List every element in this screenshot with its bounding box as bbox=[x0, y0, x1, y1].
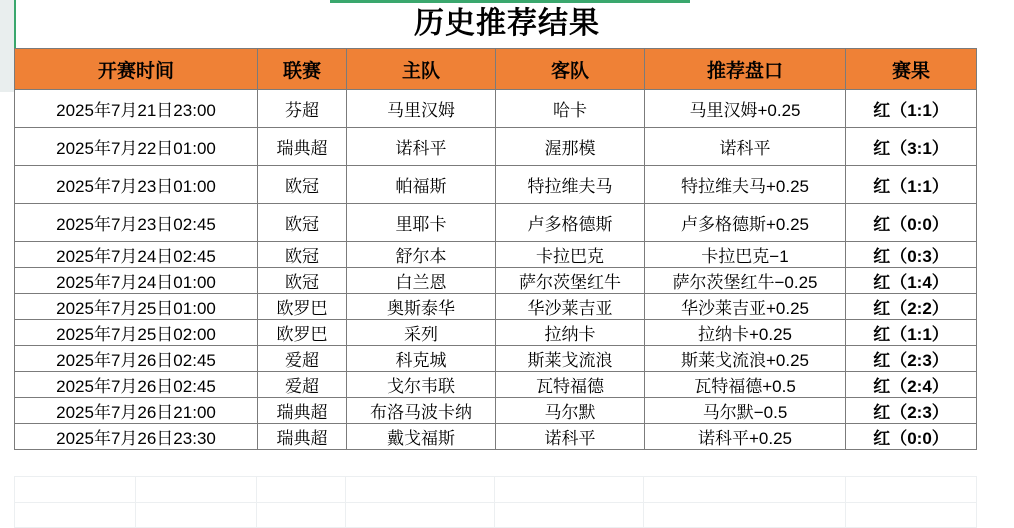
table-row bbox=[15, 320, 977, 346]
cell-result: 红（0:0） bbox=[846, 424, 977, 450]
cell-home: 奥斯泰华 bbox=[347, 294, 496, 320]
column-header-result: 赛果 bbox=[846, 49, 977, 90]
cell-time: 2025年7月21日23:00 bbox=[15, 90, 258, 128]
grid-line bbox=[643, 476, 644, 528]
cell-league: 欧冠 bbox=[258, 268, 347, 294]
cell-time: 2025年7月25日02:00 bbox=[15, 320, 258, 346]
table-row bbox=[15, 372, 977, 398]
cell-away: 萨尔茨堡红牛 bbox=[496, 268, 645, 294]
column-header-league: 联赛 bbox=[258, 49, 347, 90]
table-row bbox=[15, 398, 977, 424]
cell-result: 红（0:0） bbox=[846, 204, 977, 242]
cell-league: 欧冠 bbox=[258, 166, 347, 204]
cell-league: 瑞典超 bbox=[258, 398, 347, 424]
cell-home: 里耶卡 bbox=[347, 204, 496, 242]
cell-league: 爱超 bbox=[258, 346, 347, 372]
cell-home: 戈尔韦联 bbox=[347, 372, 496, 398]
grid-line bbox=[494, 476, 495, 528]
cell-home: 采列 bbox=[347, 320, 496, 346]
cell-league: 瑞典超 bbox=[258, 128, 347, 166]
cell-time: 2025年7月26日02:45 bbox=[15, 372, 258, 398]
table-row bbox=[15, 424, 977, 450]
page-title: 历史推荐结果 bbox=[414, 7, 600, 40]
cell-away: 斯莱戈流浪 bbox=[496, 346, 645, 372]
cell-home: 科克城 bbox=[347, 346, 496, 372]
cell-time: 2025年7月22日01:00 bbox=[15, 128, 258, 166]
cell-league: 欧罗巴 bbox=[258, 294, 347, 320]
cell-result: 红（1:1） bbox=[846, 320, 977, 346]
table-row bbox=[15, 204, 977, 242]
cell-home: 帕福斯 bbox=[347, 166, 496, 204]
cell-result: 红（0:3） bbox=[846, 242, 977, 268]
cell-home: 诺科平 bbox=[347, 128, 496, 166]
cell-away: 渥那模 bbox=[496, 128, 645, 166]
cell-pick: 斯莱戈流浪+0.25 bbox=[645, 346, 846, 372]
cell-time: 2025年7月25日01:00 bbox=[15, 294, 258, 320]
grid-line bbox=[976, 476, 977, 528]
cell-pick: 卡拉巴克−1 bbox=[645, 242, 846, 268]
cell-time: 2025年7月24日01:00 bbox=[15, 268, 258, 294]
cell-result: 红（2:2） bbox=[846, 294, 977, 320]
cell-away: 华沙莱吉亚 bbox=[496, 294, 645, 320]
grid-line bbox=[14, 476, 976, 477]
cell-away: 马尔默 bbox=[496, 398, 645, 424]
cell-pick: 华沙莱吉亚+0.25 bbox=[645, 294, 846, 320]
cell-pick: 诺科平+0.25 bbox=[645, 424, 846, 450]
table-row bbox=[15, 166, 977, 204]
cell-pick: 诺科平 bbox=[645, 128, 846, 166]
table-header-row bbox=[15, 49, 977, 90]
cell-league: 欧冠 bbox=[258, 204, 347, 242]
table-row bbox=[15, 346, 977, 372]
cell-home: 白兰恩 bbox=[347, 268, 496, 294]
cell-result: 红（2:4） bbox=[846, 372, 977, 398]
cell-away: 诺科平 bbox=[496, 424, 645, 450]
grid-line bbox=[135, 476, 136, 528]
cell-time: 2025年7月24日02:45 bbox=[15, 242, 258, 268]
cell-home: 马里汉姆 bbox=[347, 90, 496, 128]
cell-time: 2025年7月26日23:30 bbox=[15, 424, 258, 450]
grid-line bbox=[256, 476, 257, 528]
cell-league: 爱超 bbox=[258, 372, 347, 398]
table-row bbox=[15, 268, 977, 294]
grid-line bbox=[14, 502, 976, 503]
cell-result: 红（1:1） bbox=[846, 166, 977, 204]
column-header-away: 客队 bbox=[496, 49, 645, 90]
cell-league: 瑞典超 bbox=[258, 424, 347, 450]
cell-home: 布洛马波卡纳 bbox=[347, 398, 496, 424]
cell-pick: 马里汉姆+0.25 bbox=[645, 90, 846, 128]
table-row bbox=[15, 90, 977, 128]
column-header-pick: 推荐盘口 bbox=[645, 49, 846, 90]
cell-league: 欧冠 bbox=[258, 242, 347, 268]
grid-line bbox=[14, 476, 15, 528]
table-row bbox=[15, 128, 977, 166]
cell-pick: 瓦特福德+0.5 bbox=[645, 372, 846, 398]
column-header-home: 主队 bbox=[347, 49, 496, 90]
cell-time: 2025年7月26日21:00 bbox=[15, 398, 258, 424]
cell-result: 红（2:3） bbox=[846, 346, 977, 372]
cell-away: 拉纳卡 bbox=[496, 320, 645, 346]
cell-league: 芬超 bbox=[258, 90, 347, 128]
cell-pick: 特拉维夫马+0.25 bbox=[645, 166, 846, 204]
cell-home: 舒尔本 bbox=[347, 242, 496, 268]
cell-result: 红（1:1） bbox=[846, 90, 977, 128]
cell-pick: 卢多格德斯+0.25 bbox=[645, 204, 846, 242]
cell-result: 红（1:4） bbox=[846, 268, 977, 294]
cell-away: 瓦特福德 bbox=[496, 372, 645, 398]
cell-away: 特拉维夫马 bbox=[496, 166, 645, 204]
history-results-table bbox=[14, 48, 977, 450]
table-row bbox=[15, 242, 977, 268]
cell-pick: 拉纳卡+0.25 bbox=[645, 320, 846, 346]
cell-time: 2025年7月23日01:00 bbox=[15, 166, 258, 204]
cell-result: 红（2:3） bbox=[846, 398, 977, 424]
cell-league: 欧罗巴 bbox=[258, 320, 347, 346]
cell-pick: 萨尔茨堡红牛−0.25 bbox=[645, 268, 846, 294]
column-header-time: 开赛时间 bbox=[15, 49, 258, 90]
cell-away: 卢多格德斯 bbox=[496, 204, 645, 242]
grid-line bbox=[845, 476, 846, 528]
cell-away: 哈卡 bbox=[496, 90, 645, 128]
cell-away: 卡拉巴克 bbox=[496, 242, 645, 268]
grid-line bbox=[345, 476, 346, 528]
cell-time: 2025年7月23日02:45 bbox=[15, 204, 258, 242]
cell-pick: 马尔默−0.5 bbox=[645, 398, 846, 424]
cell-time: 2025年7月26日02:45 bbox=[15, 346, 258, 372]
cell-result: 红（3:1） bbox=[846, 128, 977, 166]
cell-home: 戴戈福斯 bbox=[347, 424, 496, 450]
table-row bbox=[15, 294, 977, 320]
